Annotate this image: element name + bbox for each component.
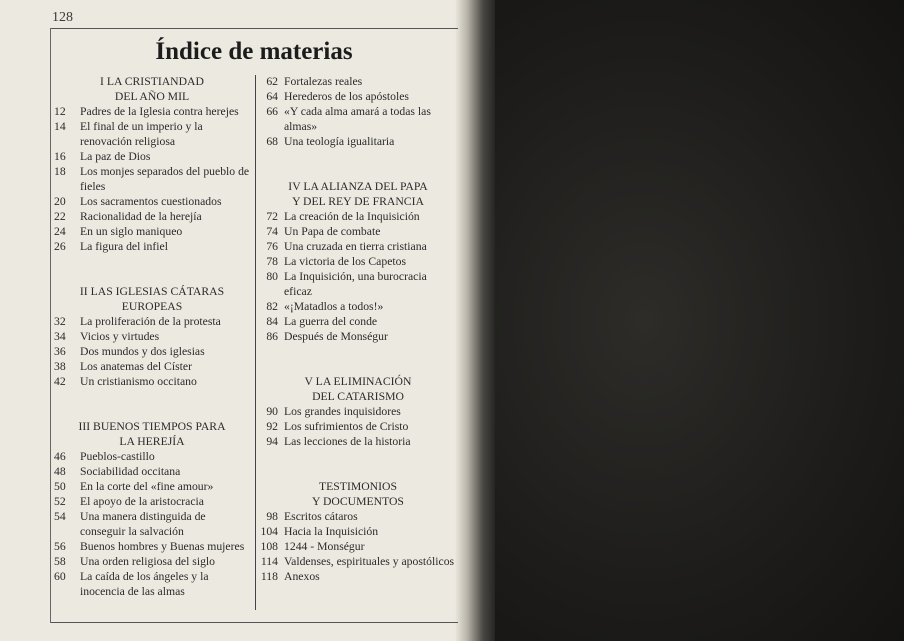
toc-list [260, 209, 456, 344]
toc-page-number: 46 [54, 450, 66, 463]
toc-entry-title: La Inquisición, una burocracia eficaz [284, 270, 427, 298]
toc-page-number: 48 [54, 465, 66, 478]
toc-entry [260, 134, 456, 149]
toc-entry [54, 329, 250, 344]
toc-entry-title: Los anatemas del Císter [80, 360, 192, 373]
toc-entry-title: En la corte del «fine amour» [80, 480, 214, 493]
toc-entry [54, 509, 250, 539]
toc-page-number: 22 [54, 210, 66, 223]
toc-entry [54, 569, 250, 599]
toc-entry-title: Dos mundos y dos iglesias [80, 345, 205, 358]
toc-page-number: 84 [266, 315, 278, 328]
toc-entry [260, 254, 456, 269]
toc-entry [260, 524, 456, 539]
toc-entry-title: La creación de la Inquisición [284, 210, 420, 223]
toc-page-number: 52 [54, 495, 66, 508]
toc-entry [260, 419, 456, 434]
toc-page-number: 24 [54, 225, 66, 238]
toc-entry-title: El apoyo de la aristocracia [80, 495, 204, 508]
page-title: Índice de materias [155, 38, 353, 65]
toc-page-number: 90 [266, 405, 278, 418]
toc-list [54, 449, 250, 599]
toc-page-number: 14 [54, 120, 66, 133]
left-column [54, 74, 250, 599]
toc-entry-title: Pueblos-castillo [80, 450, 155, 463]
toc-entry [260, 314, 456, 329]
toc-entry [54, 149, 250, 164]
toc-page-number: 12 [54, 105, 66, 118]
toc-page-number: 56 [54, 540, 66, 553]
toc-entry-title: La proliferación de la protesta [80, 315, 221, 328]
section-heading-line: V LA ELIMINACIÓN [304, 375, 412, 388]
toc-entry-title: Padres de la Iglesia contra herejes [80, 105, 239, 118]
toc-entry [260, 569, 456, 584]
toc-entry [54, 164, 250, 194]
toc-page-number: 86 [266, 330, 278, 343]
toc-entry [260, 509, 456, 524]
toc-page-number: 54 [54, 510, 66, 523]
toc-page-number: 34 [54, 330, 66, 343]
toc-entry-title: Escritos cátaros [284, 510, 358, 523]
toc-page-number: 18 [54, 165, 66, 178]
toc-entry-title: Vicios y virtudes [80, 330, 160, 343]
toc-page-number: 66 [266, 105, 278, 118]
toc-page-number: 50 [54, 480, 66, 493]
toc-list [260, 509, 456, 584]
top-rule [50, 28, 458, 29]
toc-entry [54, 344, 250, 359]
toc-entry [260, 74, 456, 89]
toc-entry [260, 104, 456, 134]
toc-entry [260, 329, 456, 344]
toc-entry-title: Sociabilidad occitana [80, 465, 181, 478]
toc-list [260, 404, 456, 449]
section-heading-line: LA HEREJÍA [119, 435, 185, 448]
toc-entry-title: 1244 - Monségur [284, 540, 365, 553]
toc-entry [260, 209, 456, 224]
toc-entry [54, 539, 250, 554]
section-heading-line: Y DOCUMENTOS [312, 495, 404, 508]
toc-entry-title: Racionalidad de la herejía [80, 210, 202, 223]
toc-page-number: 80 [266, 270, 278, 283]
section-heading-line: II LAS IGLESIAS CÁTARAS [79, 285, 225, 298]
toc-entry-title: En un siglo maniqueo [80, 225, 183, 238]
toc-entry [260, 434, 456, 449]
section-heading-line: TESTIMONIOS [319, 480, 397, 493]
section-heading-line: Y DEL REY DE FRANCIA [292, 195, 424, 208]
toc-entry [54, 554, 250, 569]
bottom-rule [50, 622, 458, 623]
toc-entry [54, 119, 250, 149]
toc-entry [260, 404, 456, 419]
toc-entry-title: Los monjes separados del pueblo de fieles [80, 165, 250, 193]
toc-page-number: 76 [266, 240, 278, 253]
toc-page-number: 62 [266, 75, 278, 88]
toc-entry-title: Las lecciones de la historia [284, 435, 411, 448]
toc-entry-title: «¡Matadlos a todos!» [284, 300, 384, 313]
toc-entry-title: Un cristianismo occitano [80, 375, 197, 388]
toc-entry-title: La victoria de los Capetos [284, 255, 407, 268]
toc-entry [54, 314, 250, 329]
toc-list [54, 104, 250, 254]
toc-entry-title: La figura del infiel [80, 240, 168, 253]
toc-entry [260, 239, 456, 254]
toc-entry [54, 104, 250, 119]
toc-page-number: 16 [54, 150, 66, 163]
toc-entry-title: Una orden religiosa del siglo [80, 555, 216, 568]
toc-page-number: 94 [266, 435, 278, 448]
toc-page-number: 38 [54, 360, 66, 373]
toc-page-number: 68 [266, 135, 278, 148]
toc-entry-title: Valdenses, espirituales y apostólicos [284, 555, 455, 568]
column-divider [255, 75, 256, 610]
toc-page-number: 74 [266, 225, 278, 238]
toc-list [260, 74, 456, 149]
toc-entry-title: La paz de Dios [80, 150, 151, 163]
toc-page-number: 108 [260, 540, 278, 553]
toc-page-number: 60 [54, 570, 66, 583]
toc-entry-title: El final de un imperio y la renovación religiosa [80, 120, 203, 148]
toc-entry [54, 374, 250, 389]
toc-page-number: 82 [266, 300, 278, 313]
toc-page-number: 92 [266, 420, 278, 433]
toc-page-number: 104 [260, 525, 278, 538]
toc-page-number: 64 [266, 90, 278, 103]
toc-entry-title: Los sacramentos cuestionados [80, 195, 222, 208]
toc-entry [54, 464, 250, 479]
toc-entry-title: La caída de los ángeles y la inocencia de las almas [80, 570, 209, 598]
toc-page-number: 32 [54, 315, 66, 328]
toc-entry [260, 554, 456, 569]
toc-page-number: 42 [54, 375, 66, 388]
toc-entry [54, 224, 250, 239]
toc-entry-title: Una teología igualitaria [284, 135, 395, 148]
toc-entry-title: Buenos hombres y Buenas mujeres [80, 540, 245, 553]
section-heading-line: III BUENOS TIEMPOS PARA [78, 420, 226, 433]
section-heading-line: DEL CATARISMO [312, 390, 404, 403]
toc-entry [260, 539, 456, 554]
toc-entry-title: Un Papa de combate [284, 225, 381, 238]
toc-entry [54, 479, 250, 494]
toc-entry-title: Después de Monségur [284, 330, 388, 343]
toc-entry [54, 194, 250, 209]
toc-page-number: 36 [54, 345, 66, 358]
toc-entry-title: Anexos [284, 570, 320, 583]
toc-entry [260, 299, 456, 314]
toc-page-number: 58 [54, 555, 66, 568]
toc-entry-title: Una manera distinguida de conseguir la salvación [80, 510, 206, 538]
toc-entry-title: Los sufrimientos de Cristo [284, 420, 409, 433]
toc-entry [54, 239, 250, 254]
toc-entry-title: «Y cada alma amará a todas las almas» [284, 105, 431, 133]
section-heading-line: I LA CRISTIANDAD [100, 75, 204, 88]
toc-entry-title: Los grandes inquisidores [284, 405, 401, 418]
toc-entry-title: La guerra del conde [284, 315, 378, 328]
toc-entry [54, 494, 250, 509]
section-heading-line: IV LA ALIANZA DEL PAPA [288, 180, 428, 193]
toc-entry [54, 209, 250, 224]
toc-page-number: 78 [266, 255, 278, 268]
toc-entry [54, 359, 250, 374]
toc-entry [260, 269, 456, 299]
dark-background [470, 0, 904, 641]
toc-entry-title: Una cruzada en tierra cristiana [284, 240, 427, 253]
toc-entry [260, 224, 456, 239]
section-heading-line: DEL AÑO MIL [114, 90, 190, 103]
toc-entry-title: Herederos de los apóstoles [284, 90, 409, 103]
toc-page-number: 118 [260, 570, 278, 583]
toc-page-number: 20 [54, 195, 66, 208]
page-number: 128 [52, 10, 73, 25]
toc-entry-title: Fortalezas reales [284, 75, 363, 88]
toc-entry [260, 89, 456, 104]
book-spine-shadow [455, 0, 495, 641]
toc-page-number: 114 [260, 555, 278, 568]
toc-entry-title: Hacia la Inquisición [284, 525, 379, 538]
toc-page-number: 26 [54, 240, 66, 253]
toc-page-number: 98 [266, 510, 278, 523]
section-heading-line: EUROPEAS [121, 300, 183, 313]
toc-entry [54, 449, 250, 464]
right-column [260, 74, 456, 584]
toc-list [54, 314, 250, 389]
toc-page-number: 72 [266, 210, 278, 223]
left-rule [50, 28, 51, 623]
